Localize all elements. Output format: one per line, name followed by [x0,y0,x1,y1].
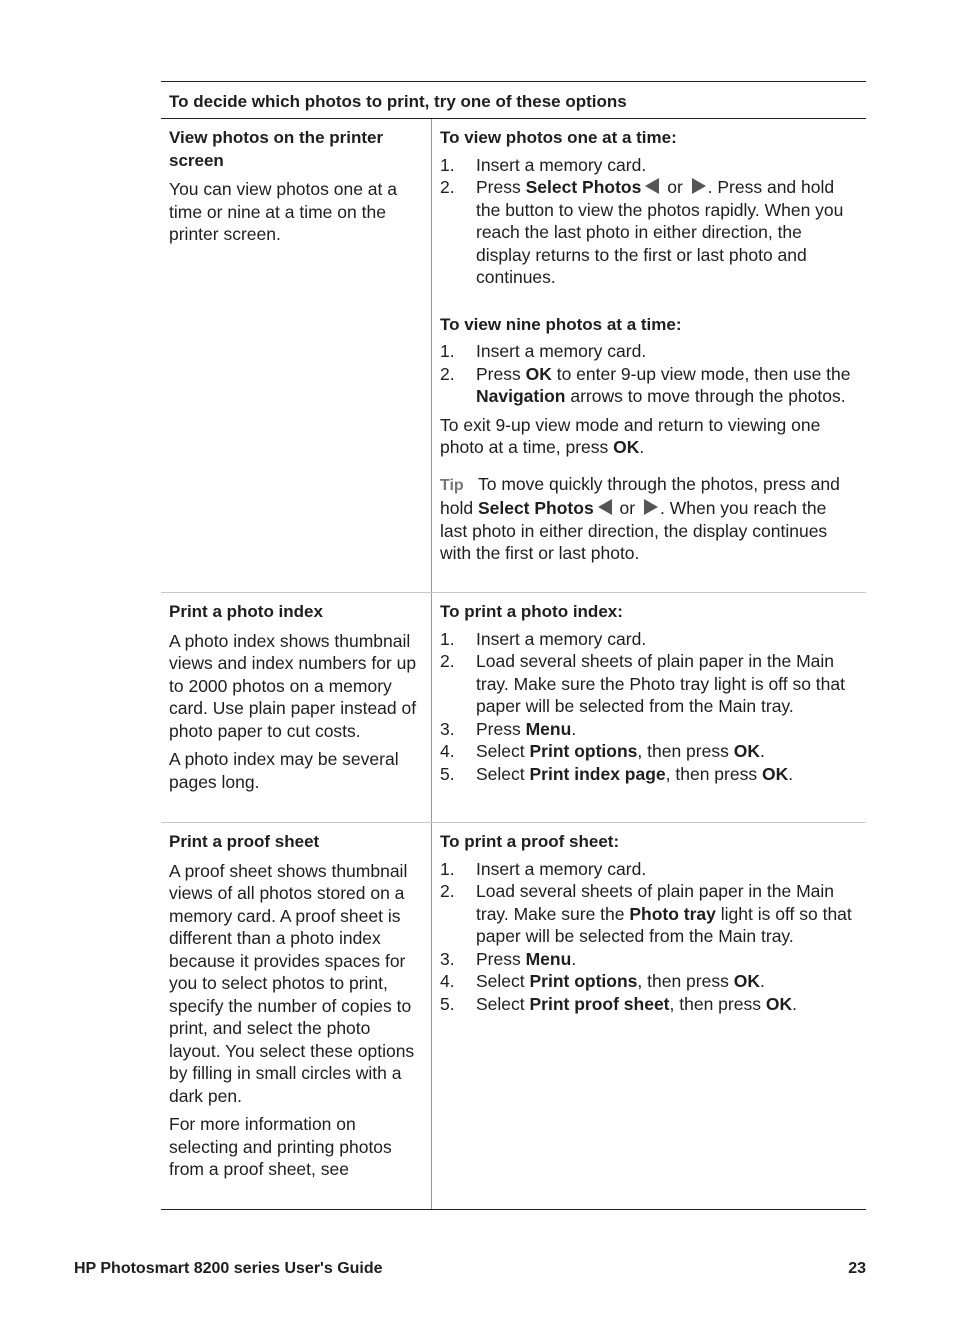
step-list [440,154,858,289]
row-title: Print a proof sheet [169,832,320,851]
list-item: 4. Select Print options, then press OK. [440,741,765,761]
list-item: 4. Select Print options, then press OK. [440,971,765,991]
step-list [440,340,858,408]
tip-label: Tip [440,476,464,494]
page-number: 23 [848,1260,866,1277]
table-row-view-photos [161,119,866,593]
table-row-photo-index [161,593,866,823]
list-item: 3. Press Menu. [440,948,577,969]
left-arrow-icon [598,499,612,515]
row-title: View photos on the printer screen [169,128,384,170]
list-item: 1. Insert a memory card. [440,628,647,649]
table-header: To decide which photos to print, try one of these options [161,82,866,119]
list-item: 5. Select Print proof sheet, then press OK. [440,993,797,1014]
list-item: 2. Load several sheets of plain paper in the Main tray. Make sure the Photo tray light is off so that paper will be selected from the Main tray. [440,881,852,946]
instruction-heading: To view photos one at a time: [440,128,677,147]
options-table [161,81,866,1210]
list-item: 2. Press OK to enter 9-up view mode, then use the Navigation arrows to move through the photos. [440,363,851,406]
step-list [440,628,858,786]
instruction-heading: To print a photo index: [440,602,623,621]
list-item: 1. Insert a memory card. [440,858,647,879]
right-arrow-icon [692,178,706,194]
row-instructions-cell [432,823,866,1209]
list-item: 2. Press Select Photos or . Press and hold the button to view the photos rapidly. When you reach the last photo in either direction, the display returns to the first or last photo and continues. [440,177,844,287]
row-instructions-cell [432,119,866,592]
row-label-cell [161,119,432,592]
tip-note: Tip To move quickly through the photos, press and hold Select Photos or . When you reach the last photo in either direction, the display continues with the first or last photo. [440,473,840,563]
instruction-heading: To view nine photos at a time: [440,314,682,334]
footer-guide-title: HP Photosmart 8200 series User's Guide [74,1260,383,1277]
row-description: A proof sheet shows thumbnail views of all photos stored on a memory card. A proof sheet is different than a photo index because it provides spaces for you to select photos to print, specify the number of copies to print, and select the photo layout. You select these options by filling in small circles with a dark pen. [169,860,415,1106]
row-label-cell [161,823,432,1209]
row-instructions-cell [432,593,866,822]
exit-note: To exit 9-up view mode and return to viewing one photo at a time, press OK. [440,414,821,457]
row-description: You can view photos one at a time or nine at a time on the printer screen. [169,179,397,244]
table-row-proof-sheet [161,823,866,1210]
list-item: 3. Press Menu. [440,718,577,739]
right-arrow-icon [644,499,658,515]
step-list [440,858,858,1016]
list-item: 2. Load several sheets of plain paper in the Main tray. Make sure the Photo tray light is off so that paper will be selected from the Main tray. [440,651,845,716]
left-arrow-icon [645,178,659,194]
row-description: A photo index shows thumbnail views and index numbers for up to 2000 photos on a memory card. Use plain paper instead of photo paper to cut costs. [169,630,417,741]
row-label-cell [161,593,432,822]
list-item: 5. Select Print index page, then press OK. [440,763,794,784]
row-description: A photo index may be several pages long. [169,749,399,792]
row-description: For more information on selecting and printing photos from a proof sheet, see [169,1114,392,1179]
instruction-heading: To print a proof sheet: [440,832,620,851]
list-item: 1. Insert a memory card. [440,341,647,361]
row-title: Print a photo index [169,602,323,621]
list-item: 1. Insert a memory card. [440,154,647,175]
